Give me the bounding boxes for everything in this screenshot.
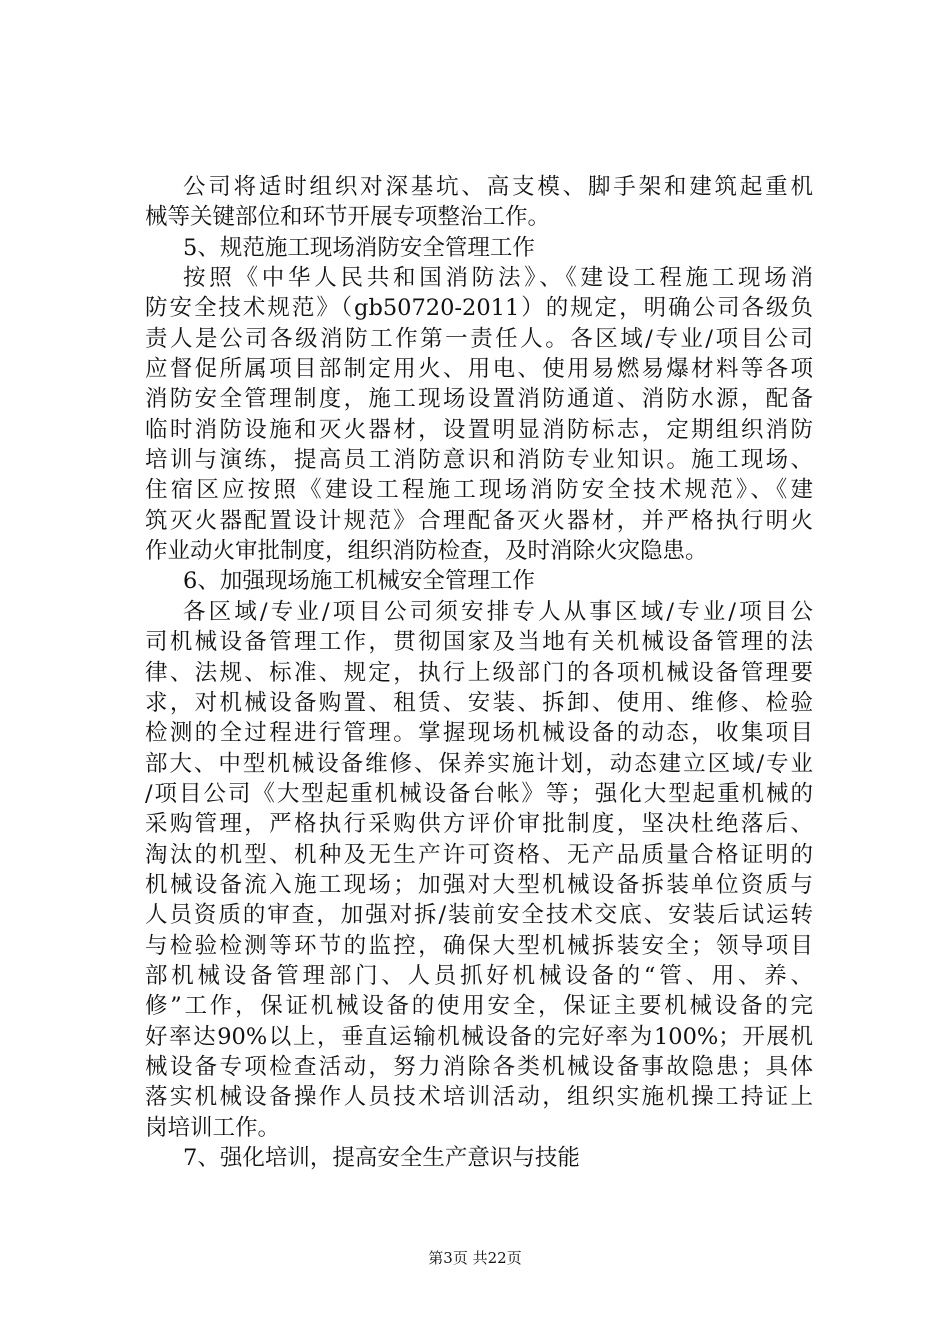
paragraph-line: 与检验检测等环节的监控，确保大型机械拆装安全；领导项目 <box>145 932 813 959</box>
paragraph-line: 人员资质的审查，加强对拆/装前安全技术交底、安装后试运转 <box>145 902 813 929</box>
paragraph-line: 消防安全管理制度，施工现场设置消防通道、消防水源，配备 <box>145 386 813 413</box>
paragraph-line: 部大、中型机械设备维修、保养实施计划，动态建立区域/专业 <box>145 750 813 777</box>
section-heading: 6、加强现场施工机械安全管理工作 <box>183 568 535 595</box>
paragraph-line: 临时消防设施和灭火器材，设置明显消防标志，定期组织消防 <box>145 416 813 443</box>
paragraph-line: 公司将适时组织对深基坑、高支模、脚手架和建筑起重机 <box>183 174 813 200</box>
paragraph-line: 修”工作，保证机械设备的使用安全，保证主要机械设备的完 <box>145 993 813 1020</box>
paragraph-line: 司机械设备管理工作，贯彻国家及当地有关机械设备管理的法 <box>145 629 813 656</box>
paragraph-line: 淘汰的机型、机种及无生产许可资格、无产品质量合格证明的 <box>145 841 813 868</box>
paragraph-line: 防安全技术规范》（gb50720-2011）的规定，明确公司各级负 <box>145 295 813 322</box>
paragraph-line: 机械设备流入施工现场；加强对大型机械设备拆装单位资质与 <box>145 871 813 898</box>
paragraph-line: 求，对机械设备购置、租赁、安装、拆卸、使用、维修、检验 <box>145 689 813 716</box>
paragraph-line: 住宿区应按照《建设工程施工现场消防安全技术规范》、《建 <box>145 477 813 504</box>
paragraph-line: 械设备专项检查活动，努力消除各类机械设备事故隐患；具体 <box>145 1053 813 1080</box>
paragraph-line: 岗培训工作。 <box>145 1114 281 1141</box>
paragraph-line: 检测的全过程进行管理。掌握现场机械设备的动态，收集项目 <box>145 720 813 747</box>
paragraph-line: 责人是公司各级消防工作第一责任人。各区域/专业/项目公司 <box>145 325 813 352</box>
paragraph-line: /项目公司《大型起重机械设备台帐》等；强化大型起重机械的 <box>145 780 813 807</box>
page-footer: 第3页 共22页 <box>428 1249 522 1267</box>
paragraph-line: 筑灭火器配置设计规范》合理配备灭火器材，并严格执行明火 <box>145 507 813 534</box>
paragraph-line: 培训与演练，提高员工消防意识和消防专业知识。施工现场、 <box>145 447 813 474</box>
paragraph-line: 律、法规、标准、规定，执行上级部门的各项机械设备管理要 <box>145 659 813 686</box>
paragraph-line: 部机械设备管理部门、人员抓好机械设备的“管、用、养、 <box>145 962 813 989</box>
paragraph-line: 械等关键部位和环节开展专项整治工作。 <box>145 204 551 231</box>
paragraph-line: 作业动火审批制度，组织消防检查，及时消除火灾隐患。 <box>145 538 708 565</box>
paragraph-line: 采购管理，严格执行采购供方评价审批制度，坚决杜绝落后、 <box>145 811 813 838</box>
paragraph-line: 各区域/专业/项目公司须安排专人从事区域/专业/项目公 <box>183 598 813 625</box>
paragraph-line: 应督促所属项目部制定用火、用电、使用易燃易爆材料等各项 <box>145 356 813 383</box>
paragraph-line: 好率达90%以上，垂直运输机械设备的完好率为100%；开展机 <box>145 1023 813 1050</box>
paragraph-line: 落实机械设备操作人员技术培训活动，组织实施机操工持证上 <box>145 1084 813 1111</box>
section-heading: 5、规范施工现场消防安全管理工作 <box>183 234 535 261</box>
paragraph-line: 按照《中华人民共和国消防法》、《建设工程施工现场消 <box>183 265 813 292</box>
section-heading: 7、强化培训，提高安全生产意识与技能 <box>183 1145 580 1171</box>
body-text <box>145 172 813 1173</box>
